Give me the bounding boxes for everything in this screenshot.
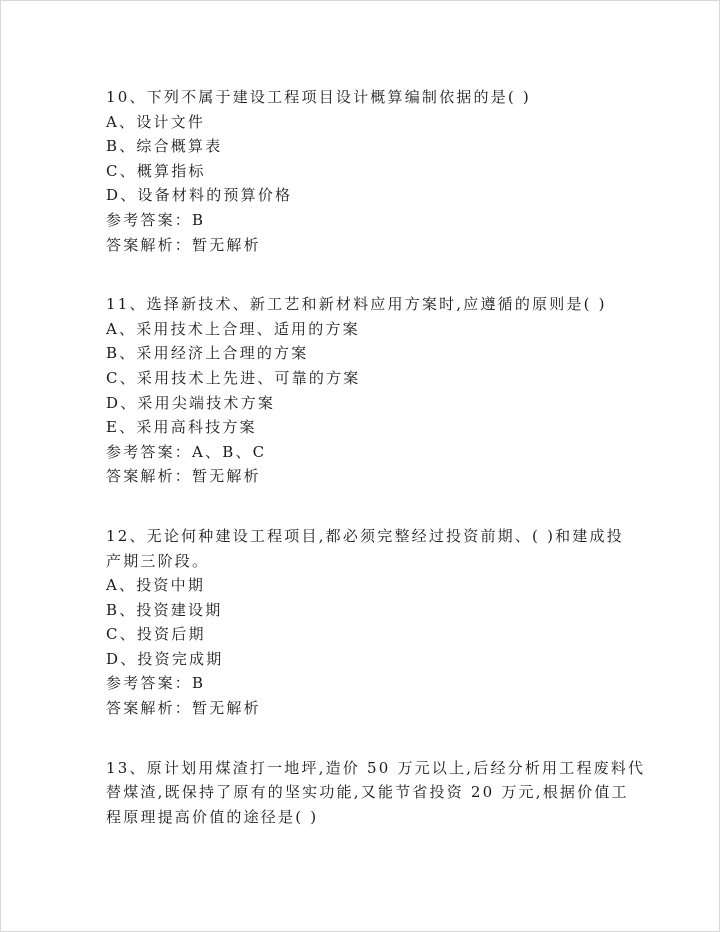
question-stem-line-1: 13、原计划用煤渣打一地坪,造价 50 万元以上,后经分析用工程废料代 (106, 758, 646, 777)
option-d: D、采用尖端技术方案 (106, 393, 276, 412)
spacer (106, 721, 626, 756)
question-stem: 10、下列不属于建设工程项目设计概算编制依据的是( ) (106, 88, 531, 106)
question-12 (106, 524, 626, 721)
option-c: C、投资后期 (106, 625, 206, 644)
option-c: C、采用技术上先进、可靠的方案 (106, 368, 361, 387)
reference-answer: 参考答案：B (106, 674, 206, 693)
question-list (106, 85, 646, 829)
option-d: D、设备材料的预算价格 (106, 186, 293, 205)
question-11 (106, 292, 626, 489)
option-b: B、采用经济上合理的方案 (106, 344, 309, 363)
question-stem-line-3: 程原理提高价值的途径是( ) (106, 807, 319, 826)
spacer (106, 489, 626, 524)
question-stem: 11、选择新技术、新工艺和新材料应用方案时,应遵循的原则是( ) (106, 295, 607, 314)
question-10 (106, 85, 626, 257)
answer-analysis: 答案解析：暂无解析 (106, 699, 261, 718)
question-stem-line-2: 产期三阶段。 (106, 551, 210, 570)
question-13 (106, 756, 646, 830)
option-d: D、投资完成期 (106, 649, 224, 668)
option-a: A、投资中期 (106, 576, 206, 595)
option-a: A、设计文件 (106, 112, 206, 131)
question-stem-line-1: 12、无论何种建设工程项目,都必须完整经过投资前期、( )和建成投 (106, 526, 624, 545)
spacer (106, 257, 626, 292)
option-e: E、采用高科技方案 (106, 418, 257, 437)
option-b: B、综合概算表 (106, 137, 223, 156)
answer-analysis: 答案解析：暂无解析 (106, 467, 261, 486)
option-a: A、采用技术上合理、适用的方案 (106, 319, 360, 338)
reference-answer: 参考答案：A、B、C (106, 442, 267, 461)
question-stem-line-2: 替煤渣,既保持了原有的坚实功能,又能节省投资 20 万元,根据价值工 (106, 783, 629, 802)
option-b: B、投资建设期 (106, 600, 223, 619)
reference-answer: 参考答案：B (106, 210, 206, 229)
option-c: C、概算指标 (106, 161, 206, 180)
answer-analysis: 答案解析：暂无解析 (106, 235, 261, 254)
